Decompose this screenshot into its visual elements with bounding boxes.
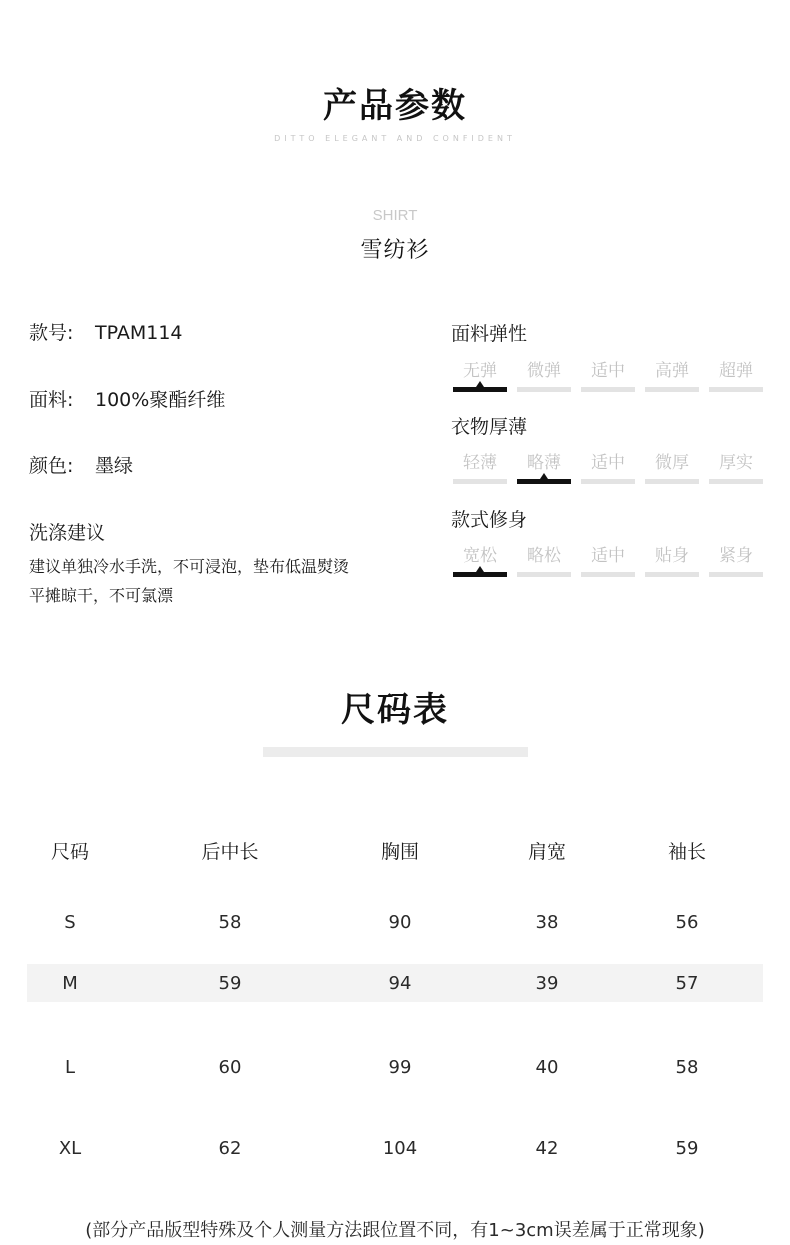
page-subtitle: DITTO ELEGANT AND CONFIDENT — [274, 134, 516, 143]
title-underline — [263, 747, 528, 757]
table-cell: 38 — [535, 911, 559, 933]
table-cell: L — [64, 1056, 76, 1078]
scale-option-selected: 宽松 — [453, 541, 507, 577]
spec-label: 面料: — [29, 389, 74, 411]
size-table — [27, 820, 763, 1186]
scale-option: 略松 — [517, 541, 571, 577]
scale-option: 超弹 — [709, 356, 763, 392]
table-cell: 59 — [218, 972, 242, 994]
scale-option: 高弹 — [645, 356, 699, 392]
table-cell: M — [62, 972, 78, 994]
care-text — [29, 552, 419, 610]
scale-option: 微弹 — [517, 356, 571, 392]
table-cell: 39 — [535, 972, 559, 994]
spec-style-number — [29, 318, 183, 345]
size-chart-title: 尺码表 — [341, 690, 449, 730]
scale-option: 轻薄 — [453, 448, 507, 484]
table-cell: 58 — [675, 1056, 699, 1078]
table-cell: 42 — [535, 1137, 559, 1159]
table-row — [27, 1024, 763, 1110]
header-cell: 肩宽 — [527, 840, 566, 863]
care-line: 建议单独冷水手洗，不可浸泡，垫布低温熨烫 — [29, 557, 350, 576]
table-row — [27, 964, 763, 1002]
spec-value: TPAM114 — [95, 322, 183, 344]
scale-thickness — [453, 448, 773, 484]
header-cell: 袖长 — [667, 840, 706, 863]
table-cell: 94 — [388, 972, 412, 994]
scale-option: 贴身 — [645, 541, 699, 577]
care-line: 平摊晾干，不可氯漂 — [29, 586, 174, 605]
table-cell: 57 — [675, 972, 699, 994]
measurement-note: (部分产品版型特殊及个人测量方法跟位置不同，有1~3cm误差属于正常现象) — [85, 1220, 705, 1241]
table-cell: 90 — [388, 911, 412, 933]
product-type-en: SHIRT — [372, 207, 418, 224]
care-title: 洗涤建议 — [29, 522, 106, 544]
spec-value: 100%聚酯纤维 — [95, 389, 226, 411]
scale-option: 厚实 — [709, 448, 763, 484]
scale-option-selected: 无弹 — [453, 356, 507, 392]
scale-option: 适中 — [581, 448, 635, 484]
scale-elasticity — [453, 356, 773, 392]
scale-title-fit: 款式修身 — [451, 509, 528, 531]
header-cell: 尺码 — [50, 840, 89, 863]
spec-label: 颜色: — [29, 455, 74, 477]
table-cell: 40 — [535, 1056, 559, 1078]
scale-fit — [453, 541, 773, 577]
scale-option: 微厚 — [645, 448, 699, 484]
spec-value: 墨绿 — [95, 455, 134, 477]
scale-option: 适中 — [581, 356, 635, 392]
header-cell: 后中长 — [201, 840, 259, 863]
spec-color — [29, 451, 133, 478]
scale-title-thickness: 衣物厚薄 — [451, 416, 528, 438]
table-header-row — [27, 820, 763, 880]
product-type-cn: 雪纺衫 — [360, 238, 430, 263]
table-cell: 56 — [675, 911, 699, 933]
scale-option-selected: 略薄 — [517, 448, 571, 484]
table-cell: XL — [58, 1137, 82, 1159]
spec-fabric — [29, 385, 225, 412]
table-cell: 58 — [218, 911, 242, 933]
table-row — [27, 880, 763, 964]
scale-option: 紧身 — [709, 541, 763, 577]
header-cell: 胸围 — [380, 840, 419, 863]
table-row — [27, 1110, 763, 1186]
spec-label: 款号: — [29, 322, 74, 344]
table-cell: 99 — [388, 1056, 412, 1078]
table-cell: 104 — [382, 1137, 418, 1159]
page-title: 产品参数 — [323, 86, 467, 126]
table-cell: 60 — [218, 1056, 242, 1078]
table-cell: 62 — [218, 1137, 242, 1159]
table-cell: 59 — [675, 1137, 699, 1159]
scale-title-elasticity: 面料弹性 — [451, 323, 528, 345]
table-cell: S — [64, 911, 76, 933]
scale-option: 适中 — [581, 541, 635, 577]
